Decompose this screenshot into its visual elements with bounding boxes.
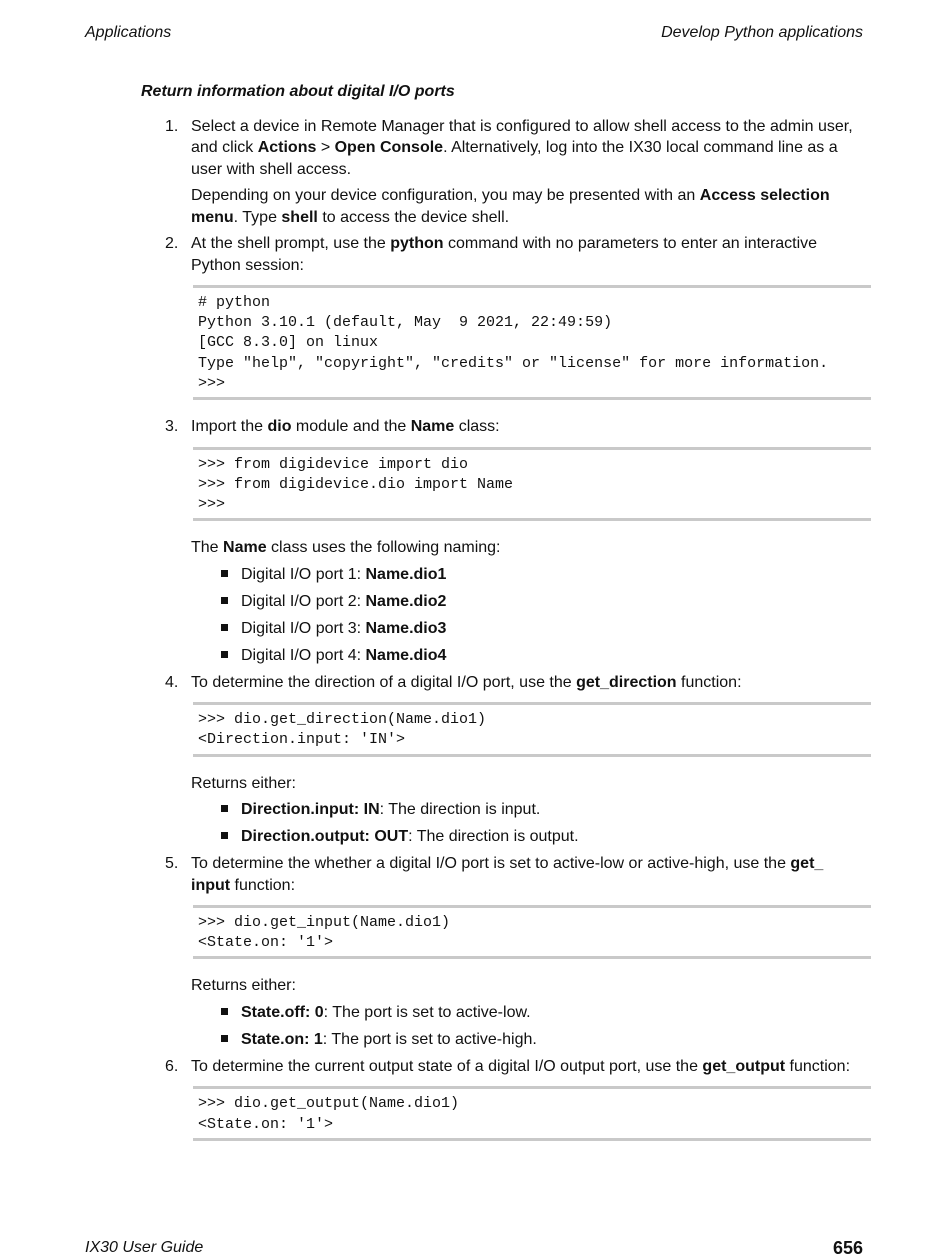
step-5 [141, 853, 871, 1050]
get-direction-term: get_direction [576, 673, 677, 691]
get-input-term: get_ input [191, 855, 824, 894]
name-class-term: Name [223, 539, 267, 557]
returns-label: Returns either: [191, 774, 296, 792]
step-1 [141, 116, 871, 229]
code-block-get-output: >>> dio.get_output(Name.dio1) <State.on: '1'> [193, 1086, 871, 1140]
step-number: 6. [165, 1057, 179, 1075]
actions-ui-term: Actions [257, 139, 317, 156]
step-number: 3. [165, 418, 179, 436]
code-block-python-session: # python Python 3.10.1 (default, May 9 2021, 22:49:59) [GCC 8.3.0] on linux Type "help", "copyright", "credits" or "license" for more information. >>> [193, 285, 871, 400]
step-number: 4. [165, 673, 179, 691]
port-naming-list [191, 564, 871, 667]
running-header-right: Develop Python applications [661, 24, 863, 41]
shell-term: shell [281, 208, 318, 226]
list-item: Digital I/O port 4: Name.dio4 [191, 645, 871, 667]
step-4 [141, 672, 871, 848]
access-menu-term: Access selection menu [191, 187, 830, 226]
python-command-term: python [390, 235, 444, 252]
state-returns-list [191, 1002, 871, 1051]
step-3 [141, 416, 871, 666]
get-output-term: get_output [702, 1057, 786, 1075]
step-4-text: To determine the direction of a digital I/O port, use the get_direction function: [191, 673, 742, 691]
list-item: Digital I/O port 1: Name.dio1 [191, 564, 871, 586]
step-1-note: Depending on your device configuration, you may be presented with an Access selection menu. Type shell to access the device shell. [191, 187, 830, 226]
page-number: 656 [832, 1238, 863, 1258]
steps-list [141, 116, 871, 1141]
open-console-ui-term: Open Console [334, 139, 444, 156]
list-item: Direction.input: IN: The direction is input. [191, 799, 871, 821]
code-block-get-direction: >>> dio.get_direction(Name.dio1) <Direction.input: 'IN'> [193, 702, 871, 756]
step-3-text: Import the dio module and the Name class: [191, 418, 500, 436]
step-2-text: At the shell prompt, use the python command with no parameters to enter an interactive Python session: [191, 235, 818, 274]
dio-module-term: dio [267, 418, 292, 436]
step-number: 1. [165, 117, 179, 135]
page-content [141, 81, 871, 1157]
returns-label: Returns either: [191, 977, 296, 995]
step-2 [141, 233, 871, 400]
running-header-left: Applications [85, 24, 172, 41]
footer-guide-title: IX30 User Guide [85, 1239, 204, 1256]
step-1-text: Select a device in Remote Manager that is configured to allow shell access to the admin user, and click Actions > Open Console. Alternatively, log into the IX30 local command line as a user with shell access. [191, 117, 853, 178]
list-item: Digital I/O port 3: Name.dio3 [191, 618, 871, 640]
list-item: State.off: 0: The port is set to active-low. [191, 1002, 871, 1024]
code-block-import: >>> from digidevice import dio >>> from digidevice.dio import Name >>> [193, 447, 871, 522]
name-class-term: Name [410, 418, 455, 436]
step-number: 5. [165, 855, 179, 873]
code-block-get-input: >>> dio.get_input(Name.dio1) <State.on: '1'> [193, 905, 871, 959]
step-number: 2. [165, 235, 179, 252]
naming-intro: The Name class uses the following naming: [191, 539, 501, 557]
step-6 [141, 1056, 871, 1141]
direction-returns-list [191, 799, 871, 848]
step-5-text: To determine the whether a digital I/O port is set to active-low or active-high, use the get_ input function: [191, 855, 824, 894]
step-6-text: To determine the current output state of a digital I/O output port, use the get_output function: [191, 1057, 851, 1075]
list-item: State.on: 1: The port is set to active-high. [191, 1029, 871, 1051]
list-item: Digital I/O port 2: Name.dio2 [191, 591, 871, 613]
section-title: Return information about digital I/O ports [141, 83, 455, 100]
list-item: Direction.output: OUT: The direction is output. [191, 826, 871, 848]
